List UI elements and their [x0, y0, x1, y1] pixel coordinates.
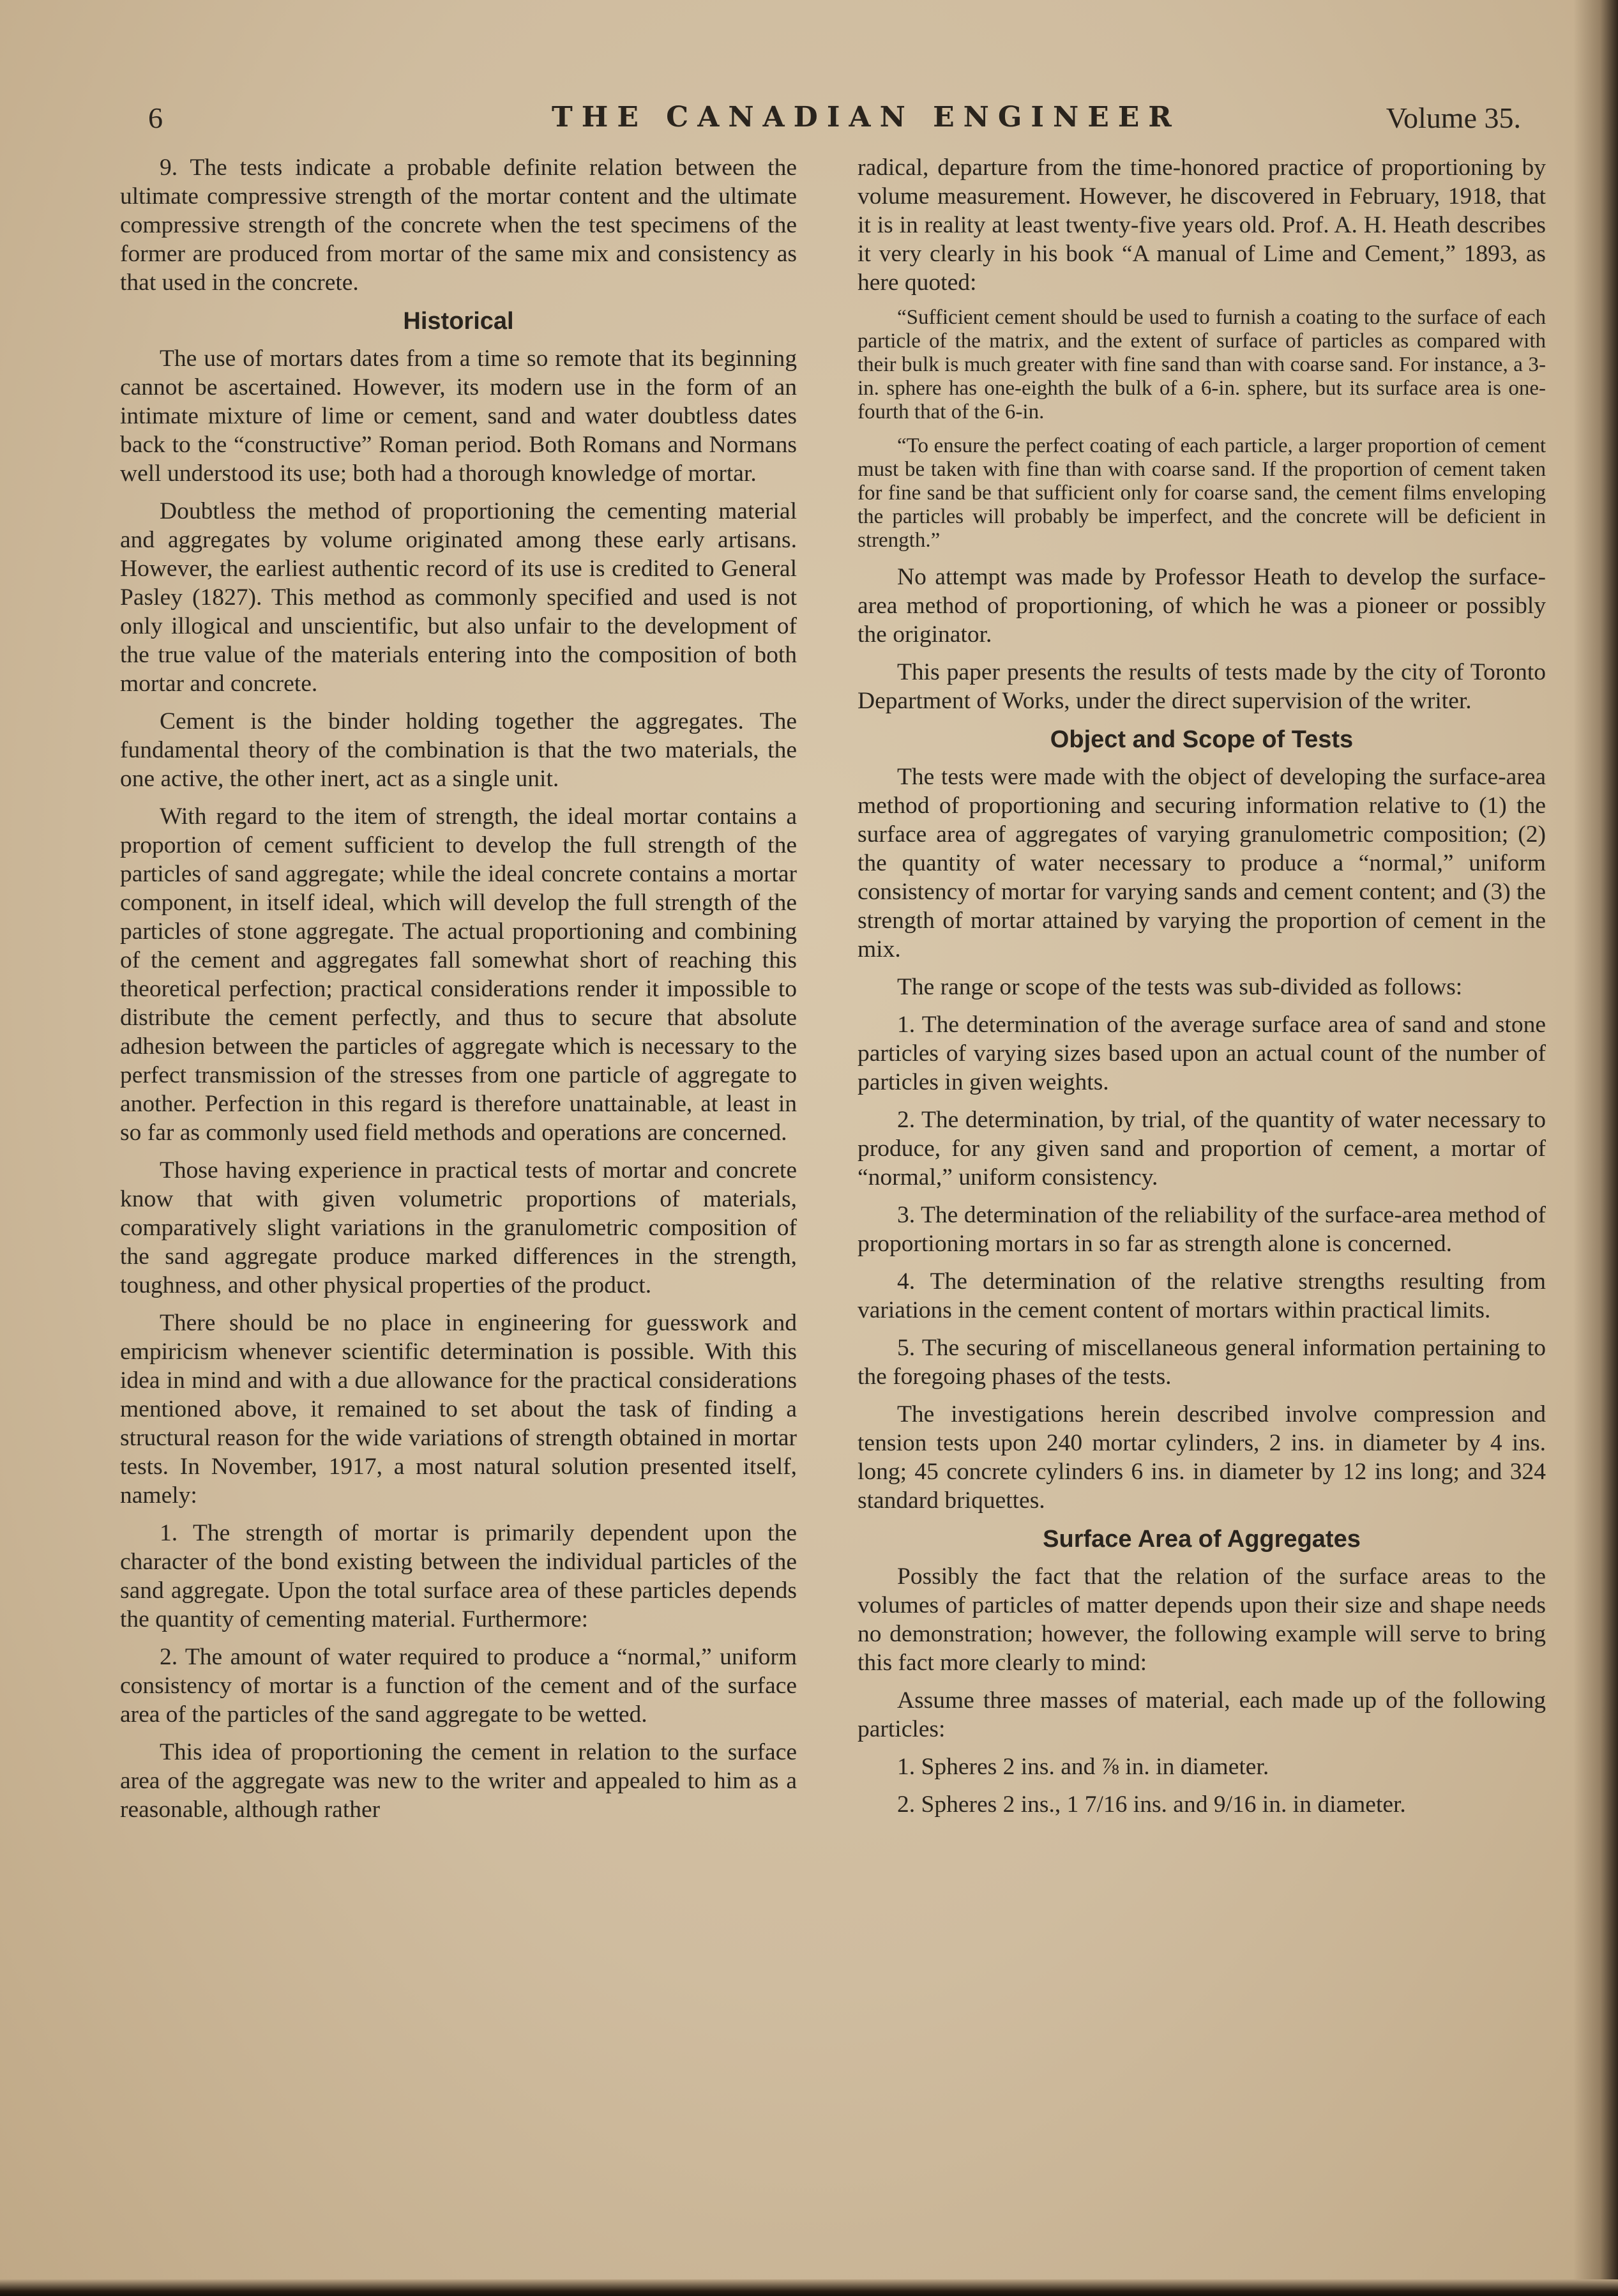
list-item: 2. The determination, by trial, of the quantity of water necessary to produce, for any given sand and proportion of cement, a mortar of “normal,” uniform consistency. — [858, 1107, 1546, 1190]
paragraph: Assume three masses of material, each made up of the following particles: — [858, 1687, 1546, 1742]
page-bottom-edge — [0, 2279, 1618, 2296]
paragraph: This idea of proportioning the cement in relation to the surface area of the aggregate was new to the writer and appealed to him as a reasonable, although rather — [120, 1739, 797, 1823]
paragraph: The use of mortars dates from a time so remote that its beginning cannot be ascertained. However, its modern use in the form of an intimate mixture of lime or cement, sand and water doubtless dates back to the “constructive” Roman period. Both Romans and Normans well understood its use; both had a thorough knowledge of mortar. — [120, 346, 797, 487]
paragraph: Those having experience in practical tests of mortar and concrete know that with given volumetric proportions of materials, comparatively slight variations in the granulometric composition of the sand aggregate produce marked differences in the strength, toughness, and other physical properties of the product. — [120, 1157, 797, 1298]
section-heading-surface-area: Surface Area of Aggregates — [1043, 1526, 1361, 1553]
page-number: 6 — [148, 102, 163, 134]
block-quote: “To ensure the perfect coating of each particle, a larger proportion of cement must be taken with fine than with coarse sand. If the proportion of cement taken for fine sand be that sufficient only for coarse sand, the cement films enveloping the particles will probably be imperfect, and the concrete will be deficient in strength.” — [858, 434, 1546, 552]
paragraph: Possibly the fact that the relation of the surface areas to the volumes of particles of matter depends upon their size and shape needs no demonstration; however, the following example will serve to bring this fact more clearly to mind: — [858, 1563, 1546, 1676]
list-item: 1. The determination of the average surface area of sand and stone particles of varying sizes based upon an actual count of the number of particles in given weights. — [858, 1012, 1546, 1095]
paragraph: The investigations herein described involve compression and tension tests upon 240 mortar cylinders, 2 ins. in diameter by 4 ins. long; 45 concrete cylinders 6 ins. in diameter by 12 ins long; and 324 standard briquettes. — [858, 1401, 1546, 1514]
section-heading-object-scope: Object and Scope of Tests — [1050, 726, 1354, 753]
paragraph: With regard to the item of strength, the ideal mortar contains a proportion of cement sufficient to develop the full strength of the particles of sand aggregate; while the ideal concrete contains a mortar component, in itself ideal, which will develop the full strength of the particles of stone aggregate. The actual proportioning and combining of the cement and aggregates fall somewhat short of reaching this theoretical perfection; practical considerations render it impossible to distribute the cement perfectly, and thus to secure that absolute adhesion between the particles of aggregate which is necessary to the perfect transmission of the stresses from one particle of aggregate to another. Perfection in this regard is therefore unattainable, at least in so far as commonly used field methods and operations are concerned. — [120, 803, 797, 1146]
paragraph: There should be no place in engineering for guesswork and empiricism whenever scientific determination is possible. With this idea in mind and with a due allowance for the practical considerations mentioned above, it remained to set about the task of finding a structural reason for the wide variations of strength obtained in mortar tests. In November, 1917, a most natural solution presented itself, namely: — [120, 1310, 797, 1509]
right-column — [858, 153, 1546, 1828]
paragraph: The tests were made with the object of developing the surface-area method of proportioning and securing information relative to (1) the surface area of aggregates of varying granulometric composition; (2) the quantity of water necessary to produce a “normal,” uniform consistency of mortar for varying sands and cement content; and (3) the strength of mortar attained by varying the proportion of cement in the mix. — [858, 764, 1546, 962]
list-item: 4. The determination of the relative strengths resulting from variations in the cement content of mortars within practical limits. — [858, 1268, 1546, 1323]
journal-title: THE CANADIAN ENGINEER — [552, 101, 1181, 133]
list-item: 2. Spheres 2 ins., 1 7/16 ins. and 9/16 in. in diameter. — [897, 1791, 1406, 1818]
paragraph: radical, departure from the time-honored practice of proportioning by volume measurement. However, he discovered in February, 1918, that it is in reality at least twenty-five years old. Prof. A. H. Heath describes it very clearly in his book “A manual of Lime and Cement,” 1893, as here quoted: — [858, 155, 1546, 296]
section-heading-historical: Historical — [403, 308, 514, 335]
list-item: 5. The securing of miscellaneous general information pertaining to the foregoing phases of the tests. — [858, 1335, 1546, 1390]
paragraph: 9. The tests indicate a probable definite relation between the ultimate compressive strength of the mortar content and the ultimate compressive strength of the concrete when the test specimens of the former are produced from mortar of the same mix and consistency as that used in the concrete. — [120, 155, 797, 296]
left-column — [120, 153, 797, 1833]
paragraph: Cement is the binder holding together the aggregates. The fundamental theory of the combination is that the two materials, the one active, the other inert, act as a single unit. — [120, 708, 797, 792]
paragraph: The range or scope of the tests was sub-divided as follows: — [897, 974, 1463, 1000]
volume-label: Volume 35. — [1386, 102, 1521, 134]
list-item: 1. Spheres 2 ins. and ⅞ in. in diameter. — [897, 1754, 1269, 1780]
running-header — [148, 96, 1521, 147]
list-item: 2. The amount of water required to produce a “normal,” uniform consistency of mortar is a function of the cement and of the surface area of the particles of the sand aggregate to be wetted. — [120, 1644, 797, 1728]
paragraph: This paper presents the results of tests made by the city of Toronto Department of Works, under the direct supervision of the writer. — [858, 659, 1546, 714]
list-item: 1. The strength of mortar is primarily dependent upon the character of the bond existing between the individual particles of the sand aggregate. Upon the total surface area of these particles depends the quantity of cementing material. Furthermore: — [120, 1520, 797, 1632]
paragraph: No attempt was made by Professor Heath to develop the surface-area method of proportioning, of which he was a pioneer or possibly the originator. — [858, 564, 1546, 648]
paragraph: Doubtless the method of proportioning the cementing material and aggregates by volume originated among these early artisans. However, the earliest authentic record of its use is credited to General Pasley (1827). This method as commonly specified and used is not only illogical and unscientific, but also unfair to the development of the true value of the materials entering into the composition of both mortar and concrete. — [120, 498, 797, 697]
book-spine-shadow — [1573, 0, 1618, 2296]
list-item: 3. The determination of the reliability of the surface-area method of proportioning mortars in so far as strength alone is concerned. — [858, 1202, 1546, 1257]
block-quote: “Sufficient cement should be used to furnish a coating to the surface of each particle of the matrix, and the extent of surface of particles as compared with their bulk is much greater with fine sand than with coarse sand. For instance, a 3-in. sphere has one-eighth the bulk of a 6-in. sphere, but its surface area is one-fourth that of the 6-in. — [858, 306, 1546, 423]
